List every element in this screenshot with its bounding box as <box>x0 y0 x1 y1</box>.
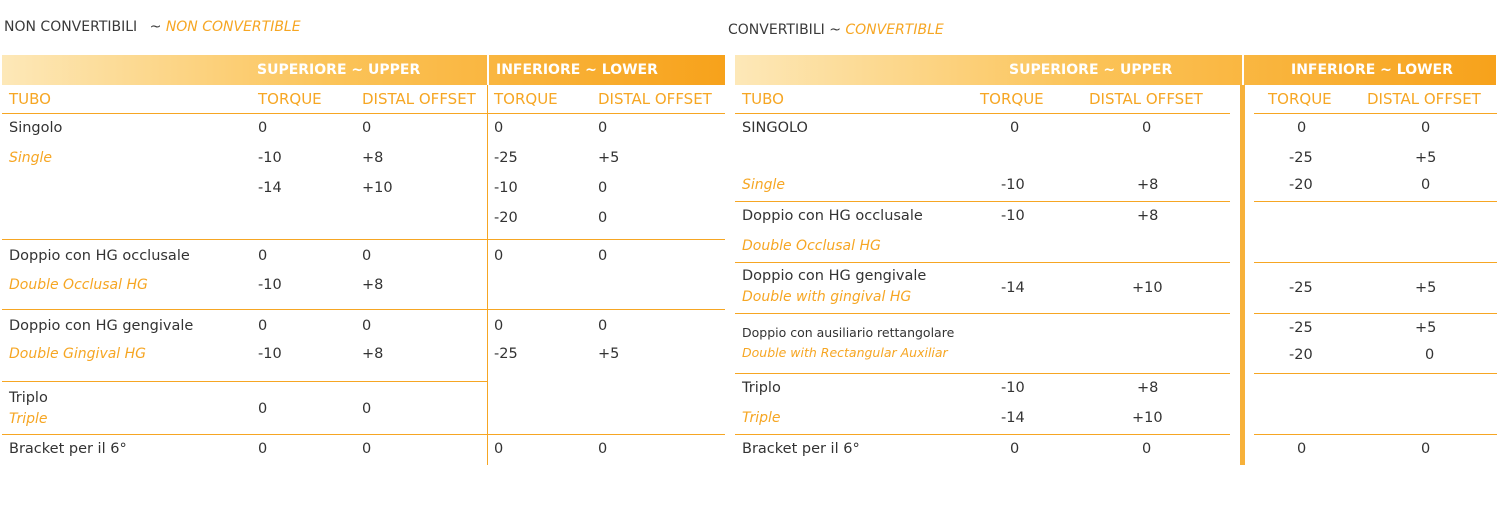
left-header-lower: INFERIORE ~ LOWER <box>496 62 658 78</box>
right-title-sep: ~ <box>829 22 841 38</box>
row-rule <box>1254 201 1497 202</box>
row-rule <box>2 113 725 114</box>
table-cell: 0 <box>1425 347 1435 363</box>
left-divider-lower <box>487 85 488 465</box>
table-cell: 0 <box>1142 120 1152 136</box>
table-row-sublabel: Double Occlusal HG <box>9 277 148 293</box>
table-cell: -25 <box>494 346 518 362</box>
left-header-divider <box>487 55 489 85</box>
table-row-label: Bracket per il 6° <box>9 441 127 457</box>
table-cell: 0 <box>494 248 504 264</box>
table-cell: 0 <box>258 401 268 417</box>
left-table-title <box>4 19 301 35</box>
table-cell: +10 <box>1132 410 1163 426</box>
table-row-label: Doppio con HG gengivale <box>9 318 194 334</box>
row-rule <box>2 309 725 310</box>
table-cell: 0 <box>1421 120 1431 136</box>
table-cell: 0 <box>494 318 504 334</box>
table-row-label: Triplo <box>742 380 781 396</box>
table-cell: 0 <box>1421 441 1431 457</box>
table-cell: -14 <box>1001 280 1025 296</box>
table-row-label: Doppio con ausiliario rettangolare <box>742 325 955 340</box>
left-title-en: NON CONVERTIBLE <box>165 19 301 35</box>
table-cell: +10 <box>1132 280 1163 296</box>
table-row-sublabel: Triple <box>9 411 48 427</box>
table-cell: -10 <box>1001 380 1025 396</box>
table-cell: 0 <box>598 248 608 264</box>
table-cell: 0 <box>258 441 268 457</box>
table-cell: +5 <box>1415 280 1437 296</box>
row-rule <box>1254 434 1497 435</box>
row-rule <box>735 434 1230 435</box>
table-cell: 0 <box>1297 441 1307 457</box>
table-cell: 0 <box>258 318 268 334</box>
right-header-divider <box>1242 55 1244 85</box>
table-cell: -20 <box>1289 347 1313 363</box>
table-cell: -14 <box>258 180 282 196</box>
table-cell: +5 <box>598 150 620 166</box>
table-cell: -10 <box>258 150 282 166</box>
table-cell: +8 <box>362 150 384 166</box>
table-cell: -25 <box>494 150 518 166</box>
left-col-torque-lower: TORQUE <box>494 90 558 108</box>
row-rule <box>1254 373 1497 374</box>
table-cell: -10 <box>258 277 282 293</box>
left-title-it: NON CONVERTIBILI <box>4 19 138 35</box>
table-row-sublabel: Double Gingival HG <box>9 346 147 362</box>
row-rule <box>1254 113 1497 114</box>
table-cell: -25 <box>1289 280 1313 296</box>
row-rule <box>735 113 1230 114</box>
table-row-sublabel: Double with Rectangular Auxiliar <box>742 345 948 360</box>
table-cell: +5 <box>1415 150 1437 166</box>
table-row-label: SINGOLO <box>742 120 808 136</box>
table-cell: 0 <box>1010 120 1020 136</box>
table-cell: +10 <box>362 180 393 196</box>
table-row-sublabel: Single <box>9 150 53 166</box>
table-cell: +5 <box>1415 320 1437 336</box>
right-col-tubo: TUBO <box>742 90 784 108</box>
table-cell: -10 <box>1001 208 1025 224</box>
right-header-lower: INFERIORE ~ LOWER <box>1291 62 1453 78</box>
table-cell: -20 <box>494 210 518 226</box>
table-cell: -10 <box>494 180 518 196</box>
table-cell: 0 <box>362 441 372 457</box>
table-cell: 0 <box>598 318 608 334</box>
left-header-bar <box>2 55 725 85</box>
table-cell: 0 <box>1421 177 1431 193</box>
row-rule <box>735 313 1230 314</box>
left-col-offset-lower: DISTAL OFFSET <box>598 90 712 108</box>
row-rule <box>1254 313 1497 314</box>
table-cell: 0 <box>362 120 372 136</box>
table-cell: +8 <box>1137 380 1159 396</box>
table-cell: 0 <box>494 441 504 457</box>
table-row-label: Triplo <box>9 390 48 406</box>
table-cell: +8 <box>362 277 384 293</box>
table-cell: 0 <box>598 441 608 457</box>
table-cell: 0 <box>258 120 268 136</box>
table-cell: -10 <box>258 346 282 362</box>
row-rule <box>2 381 487 382</box>
table-row-sublabel: Single <box>742 177 786 193</box>
right-title-en: CONVERTIBLE <box>845 22 944 38</box>
right-col-torque: TORQUE <box>980 90 1044 108</box>
left-header-upper: SUPERIORE ~ UPPER <box>257 62 421 78</box>
table-cell: 0 <box>258 248 268 264</box>
right-table-title <box>728 22 944 38</box>
table-cell: -25 <box>1289 320 1313 336</box>
table-cell: +8 <box>1137 208 1159 224</box>
row-rule <box>735 262 1230 263</box>
left-title-sep: ~ <box>149 19 162 35</box>
table-cell: 0 <box>362 248 372 264</box>
right-col-offset: DISTAL OFFSET <box>1089 90 1203 108</box>
row-rule <box>1254 262 1497 263</box>
table-cell: 0 <box>362 318 372 334</box>
table-row-label: Doppio con HG gengivale <box>742 268 927 284</box>
table-cell: 0 <box>598 210 608 226</box>
row-rule <box>735 201 1230 202</box>
right-header-upper: SUPERIORE ~ UPPER <box>1009 62 1173 78</box>
left-col-torque: TORQUE <box>258 90 322 108</box>
table-cell: 0 <box>1297 120 1307 136</box>
right-header-bar <box>735 55 1496 85</box>
right-title-it: CONVERTIBILI <box>728 22 825 38</box>
row-rule <box>735 373 1230 374</box>
table-cell: +8 <box>362 346 384 362</box>
left-col-tubo: TUBO <box>9 90 51 108</box>
table-row-label: Bracket per il 6° <box>742 441 860 457</box>
right-col-torque-lower: TORQUE <box>1268 90 1332 108</box>
table-cell: +8 <box>1137 177 1159 193</box>
row-rule <box>2 434 725 435</box>
table-cell: -10 <box>1001 177 1025 193</box>
table-row-label: Singolo <box>9 120 63 136</box>
table-row-label: Doppio con HG occlusale <box>742 208 923 224</box>
table-cell: -25 <box>1289 150 1313 166</box>
right-col-offset-lower: DISTAL OFFSET <box>1367 90 1481 108</box>
right-divider-bar <box>1240 85 1245 465</box>
table-row-sublabel: Double with gingival HG <box>742 289 912 305</box>
table-cell: 0 <box>362 401 372 417</box>
table-row-label: Doppio con HG occlusale <box>9 248 190 264</box>
table-cell: 0 <box>598 180 608 196</box>
table-cell: -20 <box>1289 177 1313 193</box>
left-col-offset: DISTAL OFFSET <box>362 90 476 108</box>
table-cell: +5 <box>598 346 620 362</box>
table-row-sublabel: Double Occlusal HG <box>742 238 881 254</box>
table-cell: 0 <box>598 120 608 136</box>
table-cell: 0 <box>1142 441 1152 457</box>
row-rule <box>2 239 725 240</box>
table-cell: 0 <box>1010 441 1020 457</box>
table-cell: 0 <box>494 120 504 136</box>
table-cell: -14 <box>1001 410 1025 426</box>
table-row-sublabel: Triple <box>742 410 781 426</box>
